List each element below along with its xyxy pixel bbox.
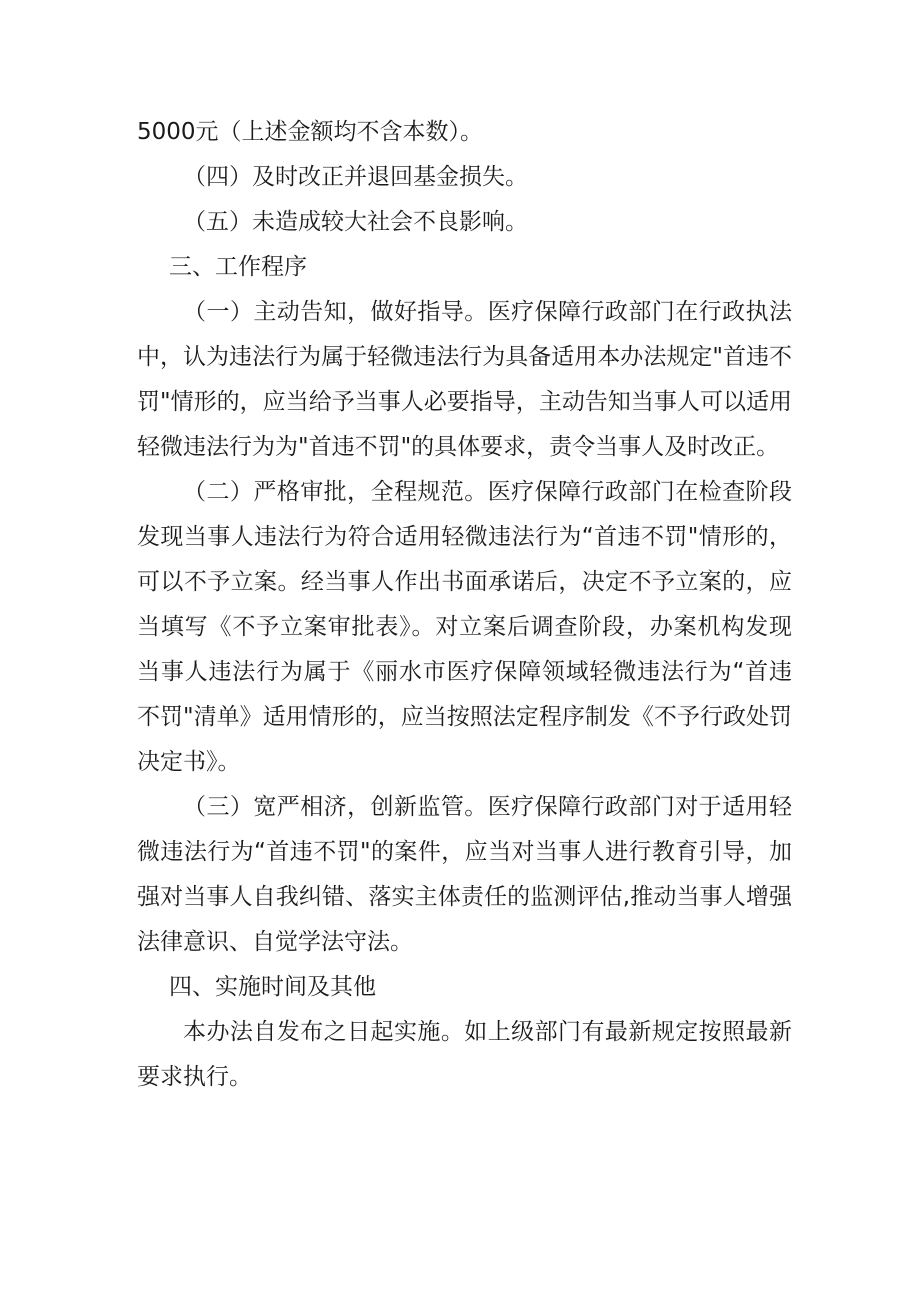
paragraph-amount-note: 5000元（上述金额均不含本数）。 [137, 119, 484, 145]
section-heading-work-procedure: 三、工作程序 [169, 254, 307, 280]
paragraph-condition-4: （四）及时改正并退回基金损失。 [183, 164, 528, 190]
paragraph-procedure-1: （一）主动告知，做好指导。医疗保障行政部门在行政执法中，认为违法行为属于轻微违法行为具备适用本办法规定"首违不罚"情形的，应当给予当事人必要指导，主动告知当事人可以适用轻微违法行为为"首违不罚"的具体要求，责令当事人及时改正。 [137, 299, 792, 460]
paragraph-condition-5: （五）未造成较大社会不良影响。 [183, 209, 528, 235]
section-heading-implementation: 四、实施时间及其他 [169, 974, 376, 1000]
paragraph-procedure-3: （三）宽严相济，创新监管。医疗保障行政部门对于适用轻微违法行为“首违不罚"的案件，应当对当事人进行教育引导，加强对当事人自我纠错、落实主体责任的监测评估,推动当事人增强法律意识、自觉学法守法。 [137, 794, 792, 955]
paragraph-procedure-2: （二）严格审批，全程规范。医疗保障行政部门在检查阶段发现当事人违法行为符合适用轻微违法行为“首违不罚"情形的，可以不予立案。经当事人作出书面承诺后，决定不予立案的，应当填写《不予立案审批表》。对立案后调查阶段，办案机构发现当事人违法行为属于《丽水市医疗保障领域轻微违法行为“首违不罚"清单》适用情形的，应当按照法定程序制发《不予行政处罚决定书》。 [137, 479, 792, 775]
paragraph-implementation: 本办法自发布之日起实施。如上级部门有最新规定按照最新要求执行。 [137, 1019, 792, 1090]
document-body [137, 110, 792, 1100]
